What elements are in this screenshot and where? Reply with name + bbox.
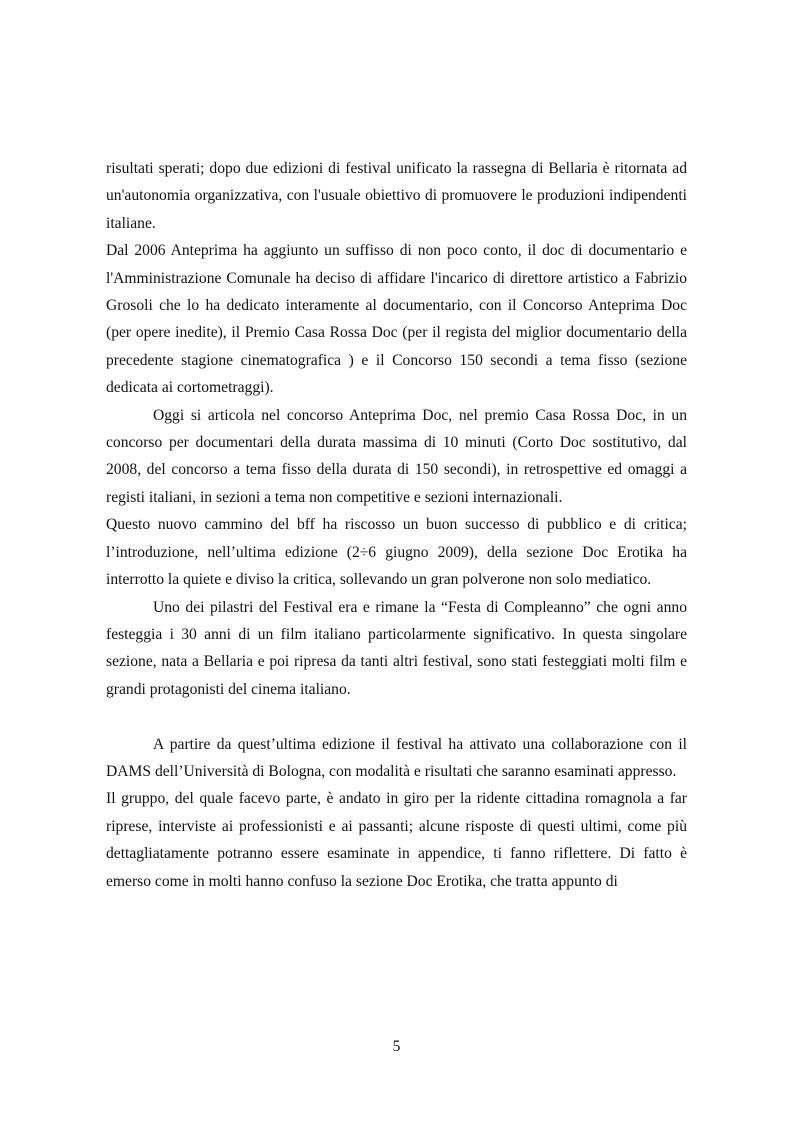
body-text [106,155,687,895]
paragraph: Questo nuovo cammino del bff ha riscosso un buon successo di pubblico e di critica; l’introduzione, nell’ultima edizione (2÷6 giugno 2009), della sezione Doc Erotika ha interrotto la quiete e diviso la critica, sollevando un gran polverone non solo mediatico. [106,516,687,589]
paragraph: Oggi si articola nel concorso Anteprima Doc, nel premio Casa Rossa Doc, in un concorso per documentari della durata massima di 10 minuti (Corto Doc sostitutivo, dal 2008, del concorso a tema fisso della durata di 150 secondi), in retrospettive ed omaggi a registi italiani, in sezioni a tema non competitive e sezioni internazionali. [106,406,687,506]
page-number: 5 [392,1038,401,1055]
paragraph: Il gruppo, del quale facevo parte, è andato in giro per la ridente cittadina romagnola a far riprese, interviste ai professionisti e ai passanti; alcune risposte di questi ultimi, come più dettagliatamente potranno essere esaminate in appendice, ti fanno riflettere. Di fatto è emerso come in molti hanno confuso la sezione Doc Erotika, che tratta appunto di [106,790,687,890]
paragraph: Uno dei pilastri del Festival era e rimane la “Festa di Compleanno” che ogni anno festeggia i 30 anni di un film italiano particolarmente significativo. In questa singolare sezione, nata a Bellaria e poi ripresa da tanti altri festival, sono stati festeggiati molti film e grandi protagonisti del cinema italiano. [106,598,687,698]
paragraph: risultati sperati; dopo due edizioni di festival unificato la rassegna di Bellaria è ritornata ad un'autonomia organizzativa, con l'usuale obiettivo di promuovere le produzioni indipendenti italiane. [106,160,687,232]
paragraph: A partire da quest’ultima edizione il festival ha attivato una collaborazione con il DAMS dell’Università di Bologna, con modalità e risultati che saranno esaminati appresso. [106,735,687,780]
paragraph-gap [106,703,687,730]
paragraph: Dal 2006 Anteprima ha aggiunto un suffisso di non poco conto, il doc di documentario e l'Amministrazione Comunale ha deciso di affidare l'incarico di direttore artistico a Fabrizio Grosoli che lo ha dedicato interamente al documentario, con il Concorso Anteprima Doc (per opere inedite), il Premio Casa Rossa Doc (per il regista del miglior documentario della precedente stagione cinematografica ) e il Concorso 150 secondi a tema fisso (sezione dedicata ai cortometraggi). [106,242,687,397]
